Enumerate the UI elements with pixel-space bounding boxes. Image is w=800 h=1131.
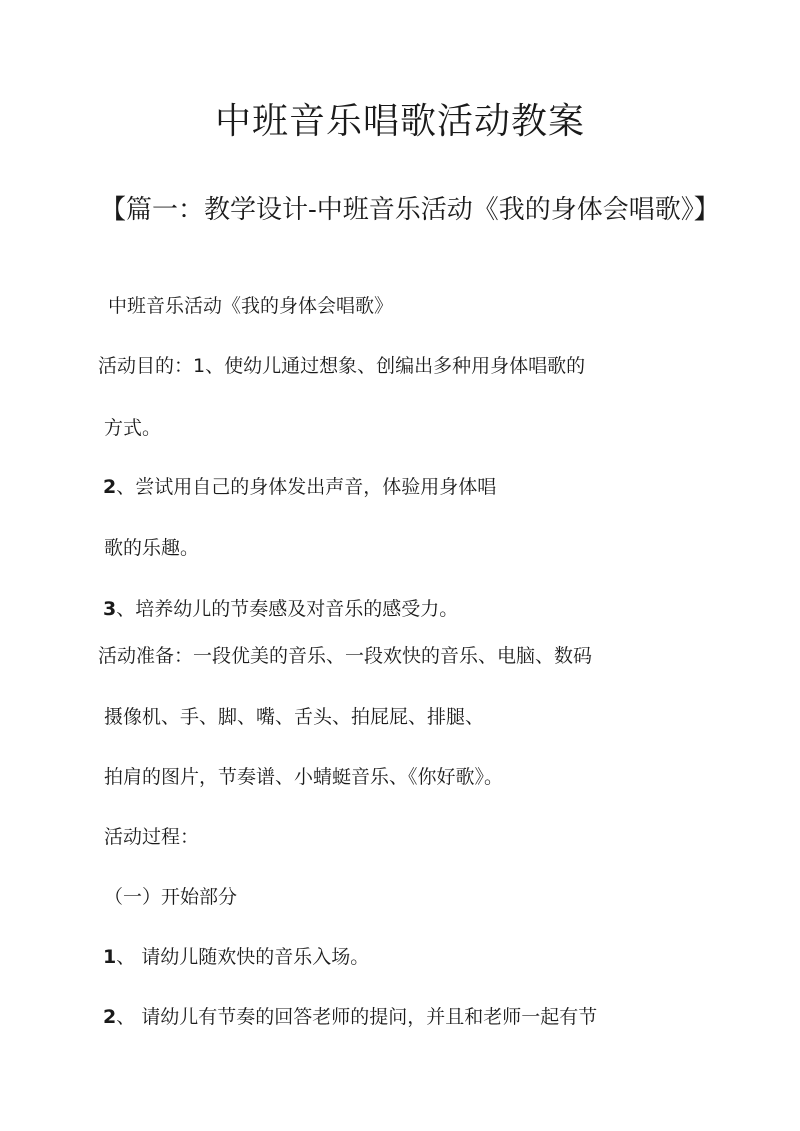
line-text: 、培养幼儿的节奏感及对音乐的感受力。	[116, 598, 459, 620]
section-heading	[104, 822, 199, 852]
line-text: 、尝试用自己的身体发出声音，体验用身体唱	[116, 476, 497, 498]
line-text: （一）开始部分	[104, 886, 238, 908]
line-text: 中班音乐活动《我的身体会唱歌》	[108, 295, 394, 317]
paragraph-line	[104, 413, 161, 443]
list-number: 2	[103, 476, 117, 498]
list-number: 2	[103, 1006, 117, 1028]
list-item	[103, 472, 496, 502]
line-text: 拍肩的图片，节奏谱、小蜻蜓音乐、《你好歌》。	[104, 766, 504, 788]
line-text: 活动准备：一段优美的音乐、一段欢快的音乐、电脑、数码	[98, 645, 593, 667]
paragraph-line	[104, 702, 484, 732]
section-heading	[108, 291, 393, 321]
line-text: 方式。	[104, 417, 162, 439]
paragraph-line	[104, 533, 199, 563]
line-text: 、 请幼儿有节奏的回答老师的提问，并且和老师一起有节	[116, 1006, 598, 1028]
list-item	[103, 594, 458, 624]
list-item	[103, 1002, 597, 1032]
line-text: 歌的乐趣。	[104, 537, 200, 559]
paragraph-line	[104, 762, 503, 792]
line-text: 活动过程：	[104, 826, 200, 848]
line-text: 、 请幼儿随欢快的音乐入场。	[116, 946, 370, 968]
document-title: 中班音乐唱歌活动教案	[214, 101, 585, 142]
list-item	[103, 942, 369, 972]
paragraph-line	[98, 641, 592, 671]
list-number: 1	[103, 946, 117, 968]
paragraph-line	[98, 351, 585, 381]
line-text: 活动目的：1、使幼儿通过想象、创编出多种用身体唱歌的	[98, 355, 586, 377]
list-number: 3	[103, 598, 117, 620]
document-subtitle: 【篇一：教学设计-中班音乐活动《我的身体会唱歌》】	[100, 195, 720, 225]
section-heading	[104, 882, 237, 912]
line-text: 摄像机、手、脚、嘴、舌头、拍屁屁、排腿、	[104, 706, 485, 728]
